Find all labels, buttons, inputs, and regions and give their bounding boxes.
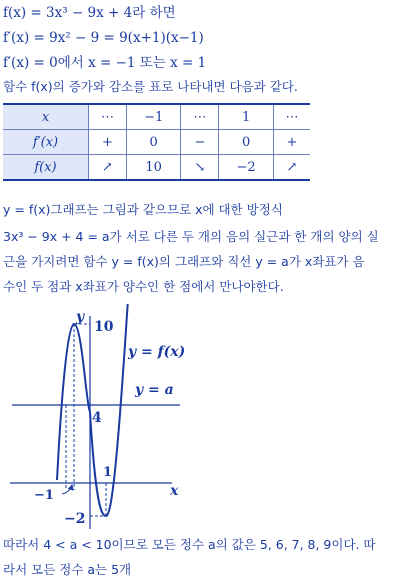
sign-table bbox=[3, 103, 310, 181]
table-header-function: f(x) bbox=[3, 155, 89, 181]
pointer-arrow bbox=[62, 485, 72, 494]
label-y-intercept-4: 4 bbox=[92, 410, 102, 426]
line-condition-1: 3x³ − 9x + 4 = a가 서로 다른 두 개의 음의 실근과 한 개의 양의 실 bbox=[3, 229, 379, 244]
table-row-x bbox=[3, 104, 310, 130]
table-cell: ⋯ bbox=[273, 104, 310, 130]
table-cell: ↗ bbox=[273, 155, 310, 181]
table-cell: ↘ bbox=[181, 155, 219, 181]
label-max-10: 10 bbox=[94, 319, 114, 335]
line-conclusion-1: 따라서 4 < a < 10이므로 모든 정수 a의 값은 5, 6, 7, 8, 9이다. 따 bbox=[3, 537, 376, 552]
table-cell: + bbox=[89, 130, 127, 155]
label-tick-neg1: −1 bbox=[34, 488, 54, 503]
line-function-def: f(x) = 3x³ − 9x + 4라 하면 bbox=[3, 5, 176, 21]
table-cell: 10 bbox=[126, 155, 181, 181]
table-row-derivative bbox=[3, 130, 310, 155]
line-critical-points: f′(x) = 0에서 x = −1 또는 x = 1 bbox=[3, 55, 207, 71]
table-row-function bbox=[3, 155, 310, 181]
table-cell: −2 bbox=[219, 155, 274, 181]
table-cell: −1 bbox=[126, 104, 181, 130]
table-cell: − bbox=[181, 130, 219, 155]
table-cell: 0 bbox=[126, 130, 181, 155]
label-x-axis: x bbox=[170, 483, 179, 499]
line-table-intro: 함수 f(x)의 증가와 감소를 표로 나타내면 다음과 같다. bbox=[3, 79, 298, 94]
label-min-neg2: −2 bbox=[64, 511, 86, 527]
line-derivative: f′(x) = 9x² − 9 = 9(x+1)(x−1) bbox=[3, 30, 204, 46]
label-ya: y = a bbox=[135, 382, 174, 398]
table-cell: 0 bbox=[219, 130, 274, 155]
table-cell: ↗ bbox=[89, 155, 127, 181]
table-cell: 1 bbox=[219, 104, 274, 130]
table-header-derivative: f′(x) bbox=[3, 130, 89, 155]
table-cell: ⋯ bbox=[181, 104, 219, 130]
line-condition-2: 근을 가지려면 함수 y = f(x)의 그래프와 직선 y = a가 x좌표가 음 bbox=[3, 254, 365, 269]
label-y-axis: y bbox=[76, 309, 85, 325]
label-fx: y = f(x) bbox=[128, 344, 186, 360]
line-graph-intro: y = f(x)그래프는 그림과 같으므로 x에 대한 방정식 bbox=[3, 202, 283, 217]
table-cell: + bbox=[273, 130, 310, 155]
label-tick-1: 1 bbox=[103, 465, 113, 480]
line-condition-3: 수인 두 점과 x좌표가 양수인 한 점에서 만나야한다. bbox=[3, 279, 284, 294]
table-header-x: x bbox=[3, 104, 89, 130]
function-graph bbox=[0, 304, 400, 534]
table-cell: ⋯ bbox=[89, 104, 127, 130]
line-conclusion-2: 라서 모든 정수 a는 5개 bbox=[3, 562, 132, 577]
